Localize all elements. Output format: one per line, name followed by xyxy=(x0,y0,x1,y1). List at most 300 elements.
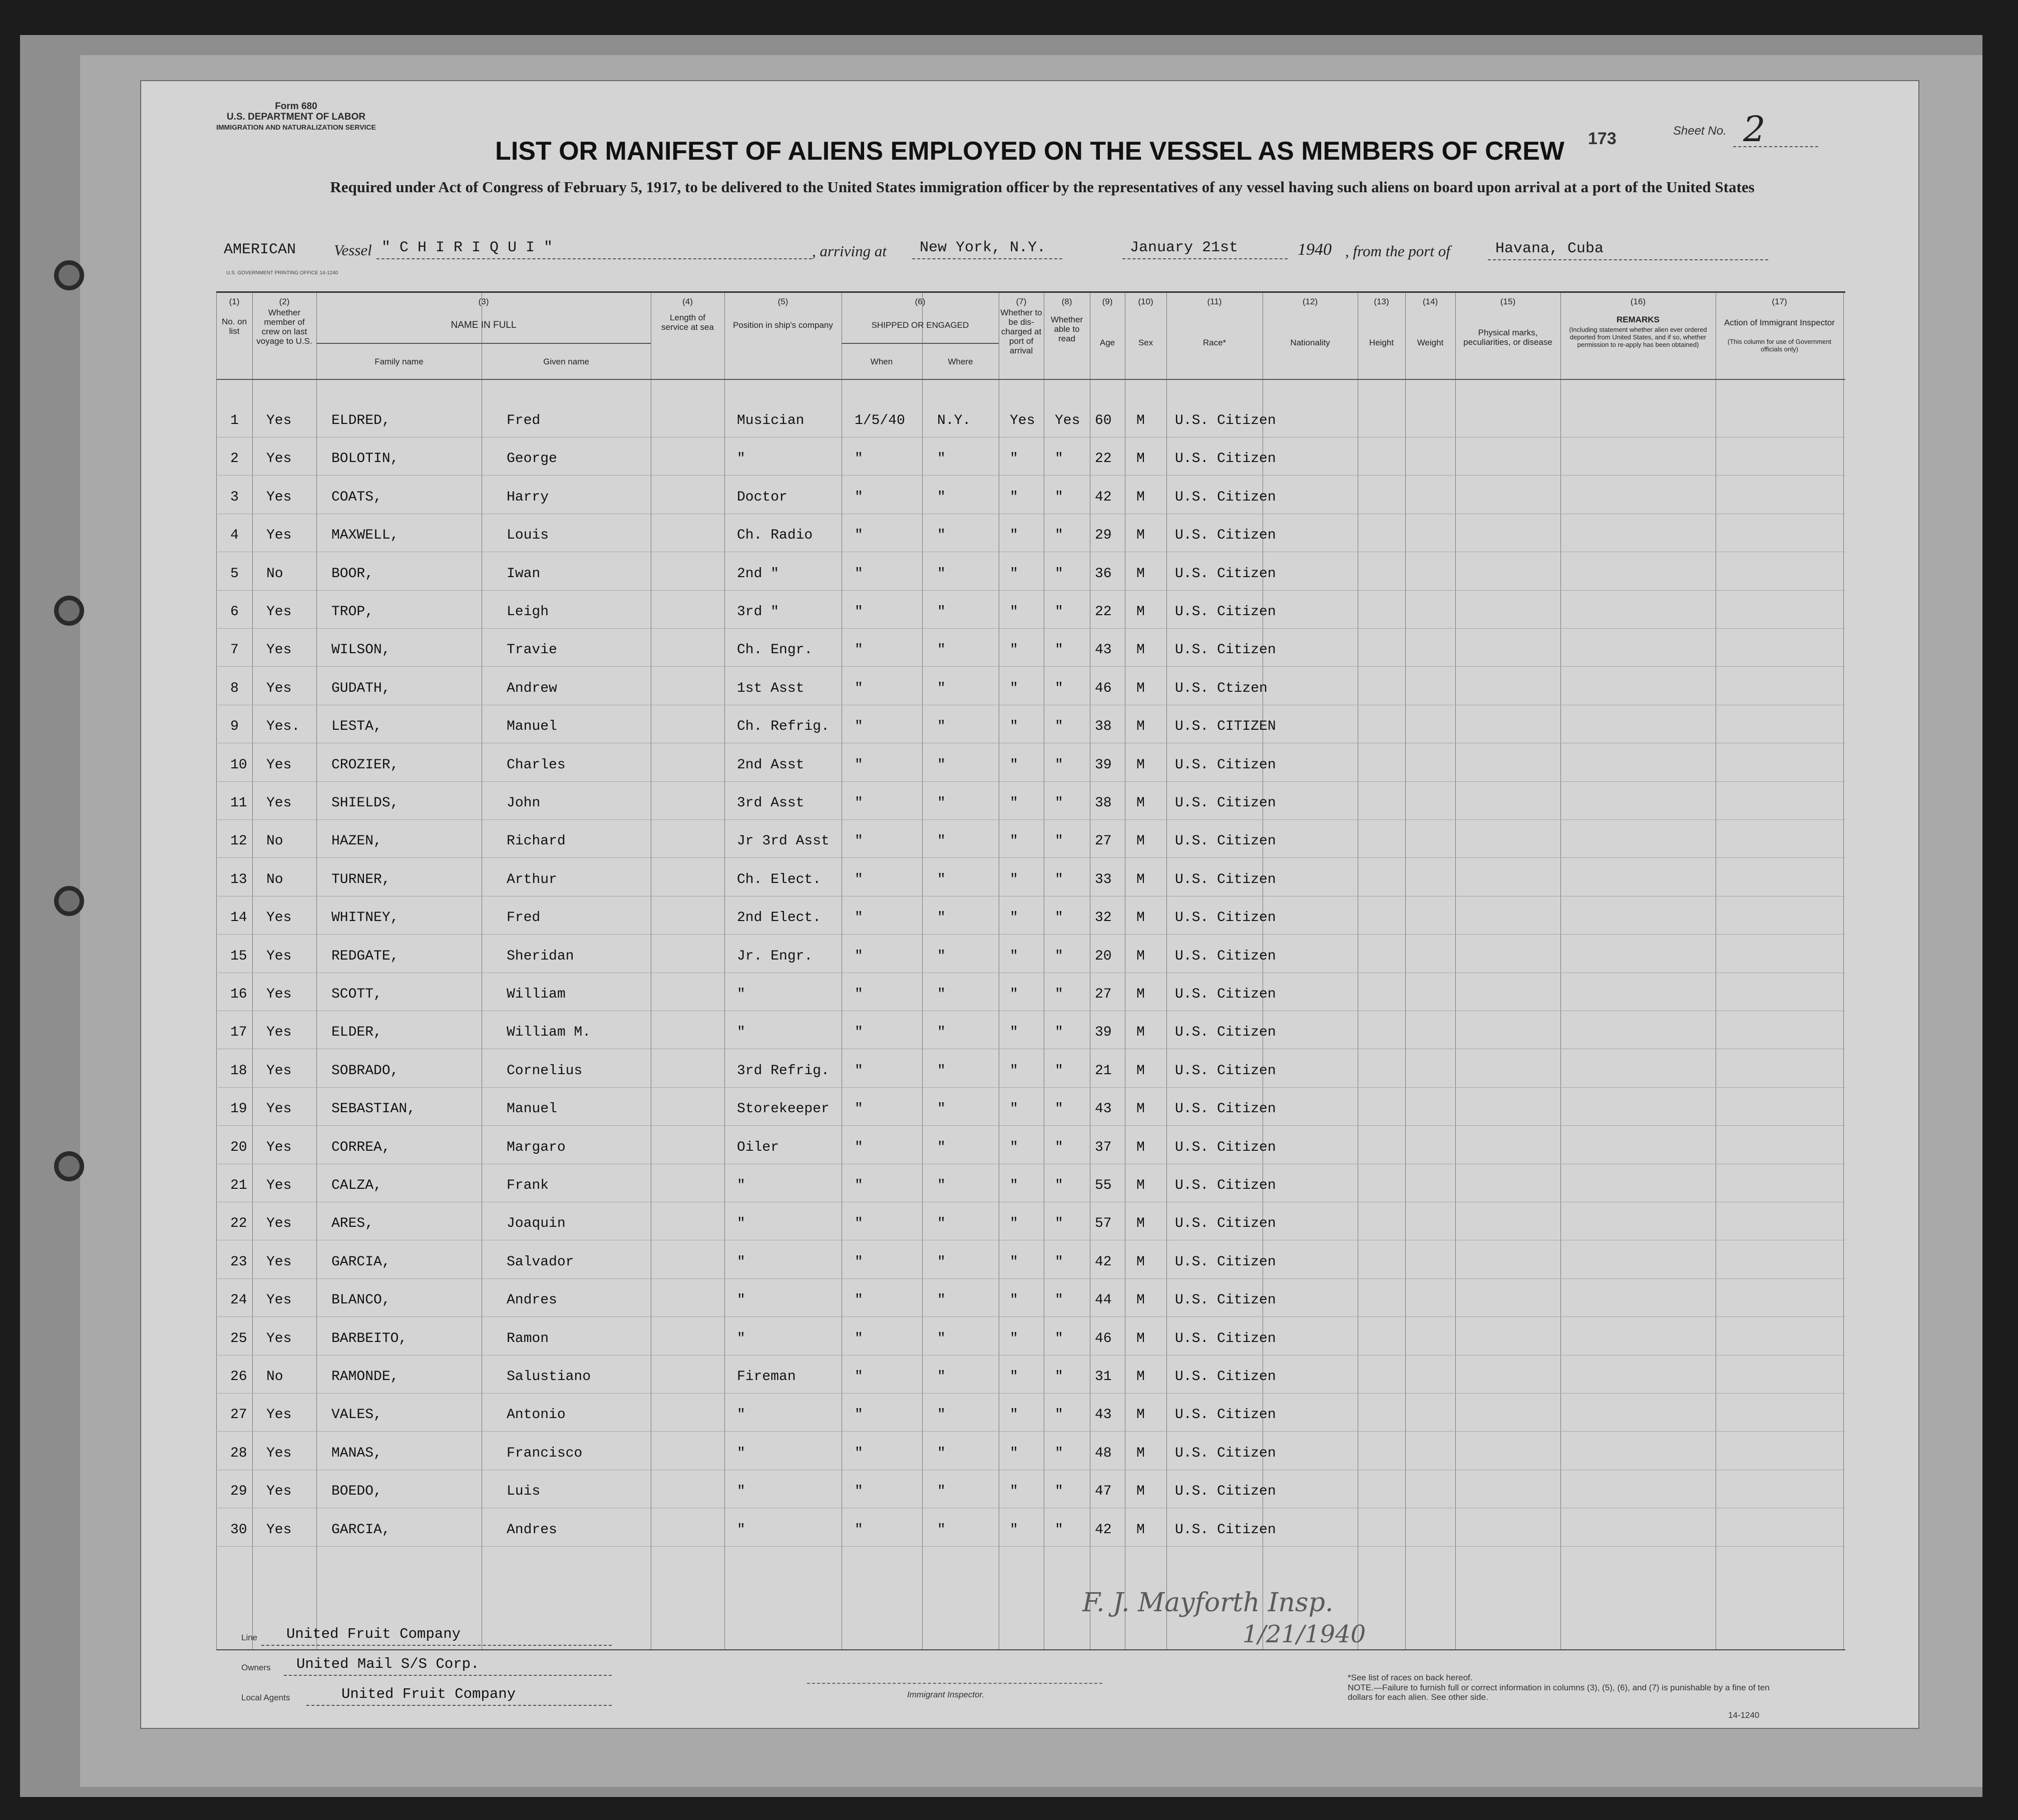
col6-num: (6) xyxy=(915,297,926,306)
line-value: United Fruit Company xyxy=(286,1626,461,1642)
race: U.S. Citizen xyxy=(1175,1292,1276,1308)
age: 32 xyxy=(1095,910,1112,926)
shipped-where: " xyxy=(937,1445,946,1461)
given-name: Salvador xyxy=(507,1254,574,1270)
row-rule xyxy=(216,857,1845,858)
able-to-read: " xyxy=(1055,1445,1063,1461)
age: 46 xyxy=(1095,680,1112,696)
able-to-read: " xyxy=(1055,1101,1063,1117)
race: U.S. Citizen xyxy=(1175,1139,1276,1155)
discharged: " xyxy=(1010,757,1018,773)
shipped-where: " xyxy=(937,1139,946,1155)
from-label: , from the port of xyxy=(1345,242,1450,260)
family-name: VALES, xyxy=(331,1407,382,1423)
prev-voyage: Yes xyxy=(266,451,292,467)
prev-voyage: Yes xyxy=(266,1522,292,1538)
race: U.S. Citizen xyxy=(1175,1330,1276,1346)
arrival-year: 1940 xyxy=(1298,240,1332,259)
family-name: WILSON, xyxy=(331,642,390,658)
prev-voyage: Yes xyxy=(266,1063,292,1079)
shipped-when: " xyxy=(855,1407,863,1423)
row-rule xyxy=(216,819,1845,820)
col-divider xyxy=(1166,293,1167,1649)
shipped-where: " xyxy=(937,528,946,544)
col-divider xyxy=(922,293,923,1649)
discharged: " xyxy=(1010,528,1018,544)
given-name: Richard xyxy=(507,833,566,849)
age: 29 xyxy=(1095,528,1112,544)
row-number: 21 xyxy=(230,1178,247,1193)
row-rule xyxy=(216,934,1845,935)
race: U.S. Citizen xyxy=(1175,1025,1276,1041)
row-number: 6 xyxy=(230,604,239,620)
manifest-page xyxy=(140,80,1919,1729)
given-name: Travie xyxy=(507,642,557,658)
shipped-where: " xyxy=(937,1407,946,1423)
nationality: AMERICAN xyxy=(224,241,296,258)
prev-voyage: Yes xyxy=(266,1292,292,1308)
discharged: " xyxy=(1010,1101,1018,1117)
able-to-read: " xyxy=(1055,1369,1063,1385)
family-name: SOBRADO, xyxy=(331,1063,399,1079)
race: U.S. Citizen xyxy=(1175,1216,1276,1232)
position: 3rd " xyxy=(737,604,779,620)
family-name: REDGATE, xyxy=(331,948,399,964)
col-divider xyxy=(724,293,725,1649)
shipped-when: " xyxy=(855,757,863,773)
shipped-where: " xyxy=(937,1330,946,1346)
discharged: " xyxy=(1010,871,1018,887)
discharged: " xyxy=(1010,987,1018,1002)
given-name: Margaro xyxy=(507,1139,566,1155)
shipped-when: " xyxy=(855,1063,863,1079)
family-name: GUDATH, xyxy=(331,680,390,696)
col4-header: Length of service at sea xyxy=(661,313,714,332)
row-number: 28 xyxy=(230,1445,247,1461)
discharged: " xyxy=(1010,948,1018,964)
position: 2nd Elect. xyxy=(737,910,822,926)
able-to-read: " xyxy=(1055,1178,1063,1193)
prev-voyage: Yes xyxy=(266,1445,292,1461)
row-number: 4 xyxy=(230,528,239,544)
able-to-read: " xyxy=(1055,1139,1063,1155)
sex: M xyxy=(1136,489,1145,505)
shipped-when: " xyxy=(855,604,863,620)
age: 27 xyxy=(1095,987,1112,1002)
position: Doctor xyxy=(737,489,787,505)
family-name: ELDRED, xyxy=(331,413,390,428)
vessel-name: " C H I R I Q U I " xyxy=(381,239,553,256)
position: 2nd " xyxy=(737,566,779,582)
race: U.S. Citizen xyxy=(1175,1407,1276,1423)
family-name: HAZEN, xyxy=(331,833,382,849)
family-name: BOOR, xyxy=(331,566,374,582)
sex: M xyxy=(1136,1369,1145,1385)
family-name: BOEDO, xyxy=(331,1484,382,1500)
row-number: 15 xyxy=(230,948,247,964)
col17-num: (17) xyxy=(1772,297,1787,306)
shipped-where: " xyxy=(937,566,946,582)
shipped-where: " xyxy=(937,680,946,696)
discharged: " xyxy=(1010,566,1018,582)
sheet-number: 2 xyxy=(1743,109,1766,150)
position: 2nd Asst xyxy=(737,757,804,773)
sex: M xyxy=(1136,1522,1145,1538)
sex: M xyxy=(1136,1292,1145,1308)
form-number: Form 680 xyxy=(275,101,317,112)
prev-voyage: No xyxy=(266,833,283,849)
prev-voyage: Yes xyxy=(266,1484,292,1500)
given-name: Salustiano xyxy=(507,1369,591,1385)
row-number: 20 xyxy=(230,1139,247,1155)
arrival-port: New York, N.Y. xyxy=(920,239,1046,256)
able-to-read: " xyxy=(1055,1407,1063,1423)
position: " xyxy=(737,1484,745,1500)
sex: M xyxy=(1136,871,1145,887)
able-to-read: " xyxy=(1055,489,1063,505)
row-rule xyxy=(216,781,1845,782)
row-rule xyxy=(216,475,1845,476)
able-to-read: " xyxy=(1055,1025,1063,1041)
prev-voyage: No xyxy=(266,871,283,887)
age: 44 xyxy=(1095,1292,1112,1308)
shipped-when: " xyxy=(855,1522,863,1538)
owners-label: Owners xyxy=(241,1663,271,1672)
family-name: GARCIA, xyxy=(331,1254,390,1270)
family-name: SEBASTIAN, xyxy=(331,1101,416,1117)
row-number: 8 xyxy=(230,680,239,696)
row-number: 18 xyxy=(230,1063,247,1079)
shipped-when: " xyxy=(855,833,863,849)
shipped-when: " xyxy=(855,987,863,1002)
able-to-read: " xyxy=(1055,871,1063,887)
position: " xyxy=(737,1522,745,1538)
row-rule xyxy=(216,1125,1845,1126)
family-name: SHIELDS, xyxy=(331,795,399,811)
shipped-where: " xyxy=(937,1216,946,1232)
able-to-read: " xyxy=(1055,1216,1063,1232)
col-divider xyxy=(316,293,317,1649)
race: U.S. Citizen xyxy=(1175,795,1276,811)
col3-header: NAME IN FULL xyxy=(451,320,517,330)
given-name: John xyxy=(507,795,541,811)
shipped-where: " xyxy=(937,604,946,620)
row-rule xyxy=(216,628,1845,629)
col17-subheader: (This column for use of Government officials only) xyxy=(1727,338,1832,353)
discharged: " xyxy=(1010,1254,1018,1270)
given-name: Manuel xyxy=(507,719,557,735)
able-to-read: " xyxy=(1055,948,1063,964)
shipped-when: " xyxy=(855,528,863,544)
shipped-where: " xyxy=(937,1254,946,1270)
family-name: BOLOTIN, xyxy=(331,451,399,467)
shipped-when: " xyxy=(855,1139,863,1155)
header-bottom-rule xyxy=(216,379,1845,380)
given-name: Charles xyxy=(507,757,566,773)
discharged: " xyxy=(1010,489,1018,505)
given-name: Frank xyxy=(507,1178,549,1193)
position: Oiler xyxy=(737,1139,779,1155)
col5-num: (5) xyxy=(777,297,788,306)
age: 39 xyxy=(1095,1025,1112,1041)
discharged: " xyxy=(1010,1178,1018,1193)
inspector-signature: F. J. Mayforth Insp. xyxy=(1082,1588,1334,1618)
row-number: 17 xyxy=(230,1025,247,1041)
row-number: 24 xyxy=(230,1292,247,1308)
given-name: Fred xyxy=(507,413,541,428)
shipped-when: " xyxy=(855,1254,863,1270)
sex: M xyxy=(1136,451,1145,467)
family-name: COATS, xyxy=(331,489,382,505)
col16-num: (16) xyxy=(1630,297,1646,306)
binder-hole xyxy=(54,886,84,916)
age: 43 xyxy=(1095,1101,1112,1117)
col7-header: Whether to be dis- charged at port of arrival xyxy=(1000,308,1042,355)
able-to-read: " xyxy=(1055,1292,1063,1308)
sex: M xyxy=(1136,757,1145,773)
sex: M xyxy=(1136,1025,1145,1041)
position: " xyxy=(737,987,745,1002)
prev-voyage: Yes xyxy=(266,1407,292,1423)
position: " xyxy=(737,1445,745,1461)
row-number: 22 xyxy=(230,1216,247,1232)
race: U.S. Citizen xyxy=(1175,1063,1276,1079)
arrival-date: January 21st xyxy=(1130,239,1239,256)
row-rule xyxy=(216,1546,1845,1547)
row-number: 7 xyxy=(230,642,239,658)
shipped-where: " xyxy=(937,833,946,849)
position: Jr. Engr. xyxy=(737,948,813,964)
position: 1st Asst xyxy=(737,680,804,696)
prev-voyage: Yes xyxy=(266,1101,292,1117)
from-underline xyxy=(1488,259,1768,260)
agents-value: United Fruit Company xyxy=(341,1686,516,1702)
prev-voyage: No xyxy=(266,1369,283,1385)
shipped-where: " xyxy=(937,1178,946,1193)
line-underline xyxy=(261,1645,612,1646)
shipped-when: " xyxy=(855,871,863,887)
able-to-read: " xyxy=(1055,795,1063,811)
age: 39 xyxy=(1095,757,1112,773)
sex: M xyxy=(1136,1254,1145,1270)
family-name: BLANCO, xyxy=(331,1292,390,1308)
position: 3rd Asst xyxy=(737,795,804,811)
discharged: " xyxy=(1010,1407,1018,1423)
col7-num: (7) xyxy=(1016,297,1027,306)
sex: M xyxy=(1136,528,1145,544)
vessel-underline xyxy=(376,258,812,259)
crew-manifest-table xyxy=(216,291,1845,1650)
sex: M xyxy=(1136,910,1145,926)
shipped-where: " xyxy=(937,489,946,505)
family-name: RAMONDE, xyxy=(331,1369,399,1385)
prev-voyage: Yes xyxy=(266,757,292,773)
sex: M xyxy=(1136,1101,1145,1117)
sex: M xyxy=(1136,948,1145,964)
row-number: 2 xyxy=(230,451,239,467)
race: U.S. Citizen xyxy=(1175,1484,1276,1500)
shipped-when: " xyxy=(855,719,863,735)
age: 47 xyxy=(1095,1484,1112,1500)
sex: M xyxy=(1136,680,1145,696)
family-name: WHITNEY, xyxy=(331,910,399,926)
race: U.S. Citizen xyxy=(1175,833,1276,849)
able-to-read: " xyxy=(1055,604,1063,620)
position: Ch. Engr. xyxy=(737,642,813,658)
col1-header: No. on list xyxy=(221,317,247,336)
shipped-when: 1/5/40 xyxy=(855,413,905,428)
row-number: 23 xyxy=(230,1254,247,1270)
races-note: *See list of races on back hereof. xyxy=(1348,1673,1473,1682)
race: U.S. Citizen xyxy=(1175,413,1276,428)
shipped-header-rule xyxy=(842,343,999,344)
when-header: When xyxy=(870,357,893,366)
able-to-read: " xyxy=(1055,1063,1063,1079)
sex: M xyxy=(1136,1445,1145,1461)
shipped-when: " xyxy=(855,680,863,696)
department: U.S. DEPARTMENT OF LABOR xyxy=(226,112,366,122)
age: 48 xyxy=(1095,1445,1112,1461)
able-to-read: " xyxy=(1055,566,1063,582)
race: U.S. Citizen xyxy=(1175,1522,1276,1538)
discharged: " xyxy=(1010,1484,1018,1500)
row-rule xyxy=(216,1431,1845,1432)
col12-num: (12) xyxy=(1302,297,1318,306)
family-name-header: Family name xyxy=(374,357,424,366)
row-rule xyxy=(216,1278,1845,1279)
shipped-where: " xyxy=(937,871,946,887)
row-rule xyxy=(216,590,1845,591)
line-label: Line xyxy=(241,1633,258,1642)
discharged: " xyxy=(1010,1216,1018,1232)
col16-subheader: (Including statement whether alien ever ordered deported from United States, and if so, whether permission to re-apply has been obtained) xyxy=(1569,326,1707,348)
sex: M xyxy=(1136,1330,1145,1346)
position: Storekeeper xyxy=(737,1101,830,1117)
arriving-label: , arriving at xyxy=(812,242,887,260)
shipped-where: " xyxy=(937,1369,946,1385)
sex: M xyxy=(1136,833,1145,849)
prev-voyage: Yes xyxy=(266,1025,292,1041)
position: Ch. Elect. xyxy=(737,871,822,887)
position: " xyxy=(737,1216,745,1232)
discharged: " xyxy=(1010,642,1018,658)
sex: M xyxy=(1136,604,1145,620)
prev-voyage: Yes xyxy=(266,1178,292,1193)
age: 43 xyxy=(1095,642,1112,658)
family-name: TURNER, xyxy=(331,871,390,887)
able-to-read: Yes xyxy=(1055,413,1080,428)
shipped-where: " xyxy=(937,1025,946,1041)
age: 55 xyxy=(1095,1178,1112,1193)
given-name: Andrew xyxy=(507,680,557,696)
race: U.S. Citizen xyxy=(1175,948,1276,964)
discharged: " xyxy=(1010,451,1018,467)
age: 42 xyxy=(1095,489,1112,505)
sex: M xyxy=(1136,413,1145,428)
row-number: 10 xyxy=(230,757,247,773)
age: 20 xyxy=(1095,948,1112,964)
prev-voyage: Yes xyxy=(266,910,292,926)
discharged: " xyxy=(1010,833,1018,849)
able-to-read: " xyxy=(1055,719,1063,735)
discharged: " xyxy=(1010,1330,1018,1346)
given-name: Antonio xyxy=(507,1407,566,1423)
shipped-when: " xyxy=(855,795,863,811)
age: 38 xyxy=(1095,795,1112,811)
age: 31 xyxy=(1095,1369,1112,1385)
row-number: 13 xyxy=(230,871,247,887)
given-name: George xyxy=(507,451,557,467)
col11-header: Race* xyxy=(1202,338,1227,347)
shipped-where: " xyxy=(937,1484,946,1500)
sex: M xyxy=(1136,1063,1145,1079)
shipped-where: " xyxy=(937,987,946,1002)
discharged: " xyxy=(1010,1369,1018,1385)
age: 27 xyxy=(1095,833,1112,849)
inspector-signature-line xyxy=(807,1683,1102,1684)
age: 42 xyxy=(1095,1254,1112,1270)
page-title: LIST OR MANIFEST OF ALIENS EMPLOYED ON THE VESSEL AS MEMBERS OF CREW xyxy=(495,137,1564,166)
row-number: 3 xyxy=(230,489,239,505)
given-name: Cornelius xyxy=(507,1063,583,1079)
able-to-read: " xyxy=(1055,528,1063,544)
discharged: " xyxy=(1010,1063,1018,1079)
col10-num: (10) xyxy=(1138,297,1153,306)
shipped-when: " xyxy=(855,1101,863,1117)
race: U.S. Citizen xyxy=(1175,987,1276,1002)
row-rule xyxy=(216,1316,1845,1317)
owners-value: United Mail S/S Corp. xyxy=(296,1656,480,1672)
discharged: " xyxy=(1010,1139,1018,1155)
prev-voyage: Yes xyxy=(266,987,292,1002)
sex: M xyxy=(1136,1178,1145,1193)
discharged: " xyxy=(1010,1292,1018,1308)
col-divider xyxy=(216,293,217,1649)
shipped-when: " xyxy=(855,948,863,964)
shipped-where: " xyxy=(937,910,946,926)
row-number: 16 xyxy=(230,987,247,1002)
age: 21 xyxy=(1095,1063,1112,1079)
position: " xyxy=(737,1407,745,1423)
date-underline xyxy=(1122,258,1288,259)
sheet-label: Sheet No. xyxy=(1673,124,1727,138)
col3-num: (3) xyxy=(478,297,489,306)
position: " xyxy=(737,1178,745,1193)
given-name: Luis xyxy=(507,1484,541,1500)
col13-header: Height xyxy=(1369,338,1394,347)
shipped-when: " xyxy=(855,1025,863,1041)
row-number: 26 xyxy=(230,1369,247,1385)
shipped-when: " xyxy=(855,1330,863,1346)
col8-num: (8) xyxy=(1061,297,1072,306)
able-to-read: " xyxy=(1055,680,1063,696)
shipped-where: N.Y. xyxy=(937,413,971,428)
age: 60 xyxy=(1095,413,1112,428)
sheet-underline xyxy=(1733,146,1818,147)
race: U.S. Citizen xyxy=(1175,1178,1276,1193)
age: 57 xyxy=(1095,1216,1112,1232)
race: U.S. Citizen xyxy=(1175,1445,1276,1461)
age: 22 xyxy=(1095,604,1112,620)
sex: M xyxy=(1136,719,1145,735)
race: U.S. Citizen xyxy=(1175,604,1276,620)
row-number: 12 xyxy=(230,833,247,849)
race: U.S. Citizen xyxy=(1175,451,1276,467)
position: " xyxy=(737,1254,745,1270)
family-name: CALZA, xyxy=(331,1178,382,1193)
shipped-where: " xyxy=(937,795,946,811)
family-name: MANAS, xyxy=(331,1445,382,1461)
